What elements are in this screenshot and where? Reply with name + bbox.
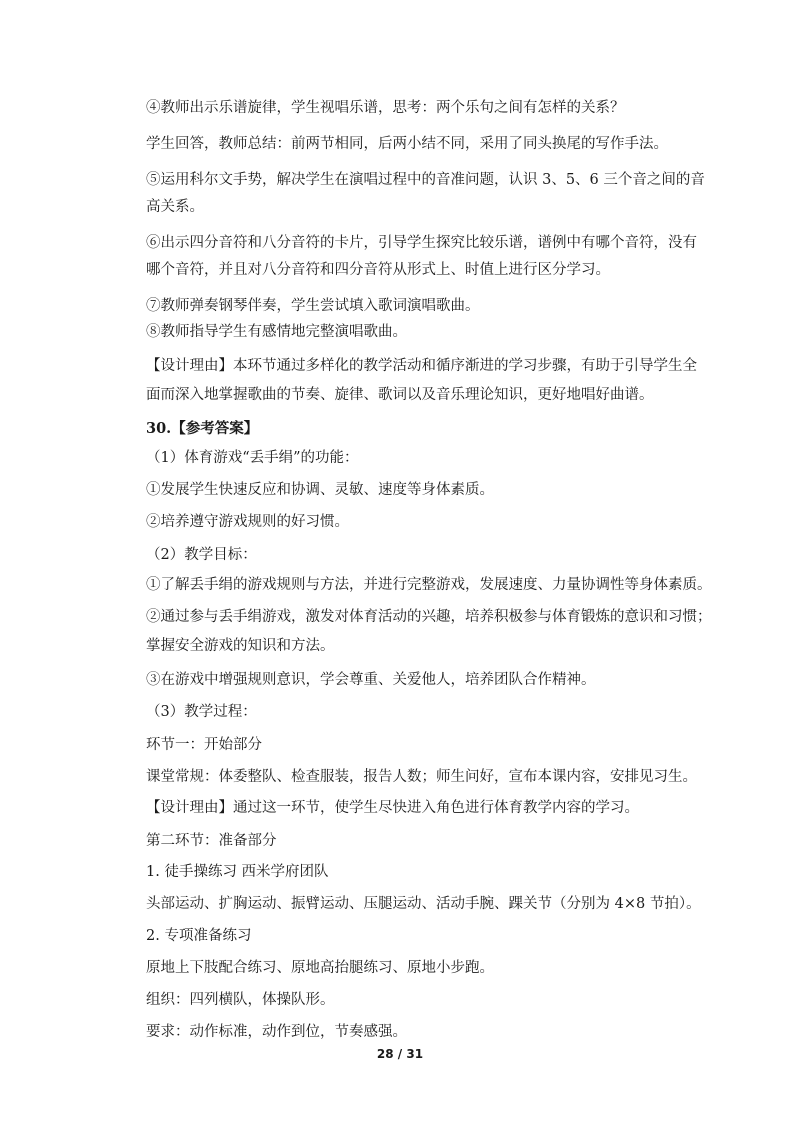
text-line: ③在游戏中增强规则意识，学会尊重、关爱他人，培养团队合作精神。 <box>146 672 596 688</box>
text-line: 面而深入地掌握歌曲的节奏、旋律、歌词以及音乐理论知识，更好地唱好曲谱。 <box>146 387 654 403</box>
text-line: ②培养遵守游戏规则的好习惯。 <box>146 514 349 530</box>
text-line: 高关系。 <box>146 199 204 215</box>
section-heading: 30.【参考答案】 <box>146 420 259 437</box>
text-line: 1. 徒手操练习 西米学府团队 <box>146 864 329 880</box>
text-line: 原地上下肢配合练习、原地高抬腿练习、原地小步跑。 <box>146 960 494 976</box>
text-line: （1）体育游戏“丢手绢”的功能： <box>146 450 359 466</box>
text-line: ①了解丢手绢的游戏规则与方法，并进行完整游戏，发展速度、力量协调性等身体素质。 <box>146 577 712 593</box>
text-line: （3）教学过程： <box>146 704 257 720</box>
text-line: 【设计理由】本环节通过多样化的教学活动和循序渐进的学习步骤，有助于引导学生全 <box>146 358 697 374</box>
text-line: 要求：动作标准，动作到位，节奏感强。 <box>146 1024 407 1040</box>
page-number: 28 / 31 <box>376 1047 424 1061</box>
text-line: 第二环节：准备部分 <box>146 833 277 849</box>
text-line: 学生回答，教师总结：前两节相同，后两小结不同，采用了同头换尾的写作手法。 <box>146 136 668 152</box>
text-line: ⑦教师弹奏钢琴伴奏，学生尝试填入歌词演唱歌曲。 <box>146 298 480 314</box>
text-line: 2. 专项准备练习 <box>146 928 252 944</box>
text-line: ②通过参与丢手绢游戏，激发对体育活动的兴趣，培养积极参与体育锻炼的意识和习惯； <box>146 609 712 625</box>
text-line: （2）教学目标： <box>146 547 257 563</box>
text-line: ①发展学生快速反应和协调、灵敏、速度等身体素质。 <box>146 482 494 498</box>
text-line: ⑤运用科尔文手势，解决学生在演唱过程中的音准问题，认识 3、5、6 三个音之间的音 <box>146 172 705 188</box>
text-line: 【设计理由】通过这一环节，使学生尽快进入角色进行体育教学内容的学习。 <box>146 800 639 816</box>
text-line: 头部运动、扩胸运动、振臂运动、压腿运动、活动手腕、踝关节（分别为 4×8 节拍）。 <box>146 896 701 912</box>
text-line: ⑧教师指导学生有感情地完整演唱歌曲。 <box>146 324 407 340</box>
text-line: 课堂常规：体委整队、检查服装，报告人数；师生问好，宣布本课内容，安排见习生。 <box>146 769 697 785</box>
text-line: 组织：四列横队，体操队形。 <box>146 992 335 1008</box>
text-line: ⑥出示四分音符和八分音符的卡片，引导学生探究比较乐谱，谱例中有哪个音符，没有 <box>146 235 697 251</box>
text-line: 环节一：开始部分 <box>146 737 262 753</box>
text-line: 哪个音符，并且对八分音符和四分音符从形式上、时值上进行区分学习。 <box>146 262 610 278</box>
text-line: ④教师出示乐谱旋律，学生视唱乐谱，思考：两个乐句之间有怎样的关系？ <box>146 100 625 116</box>
text-line: 掌握安全游戏的知识和方法。 <box>146 638 335 654</box>
